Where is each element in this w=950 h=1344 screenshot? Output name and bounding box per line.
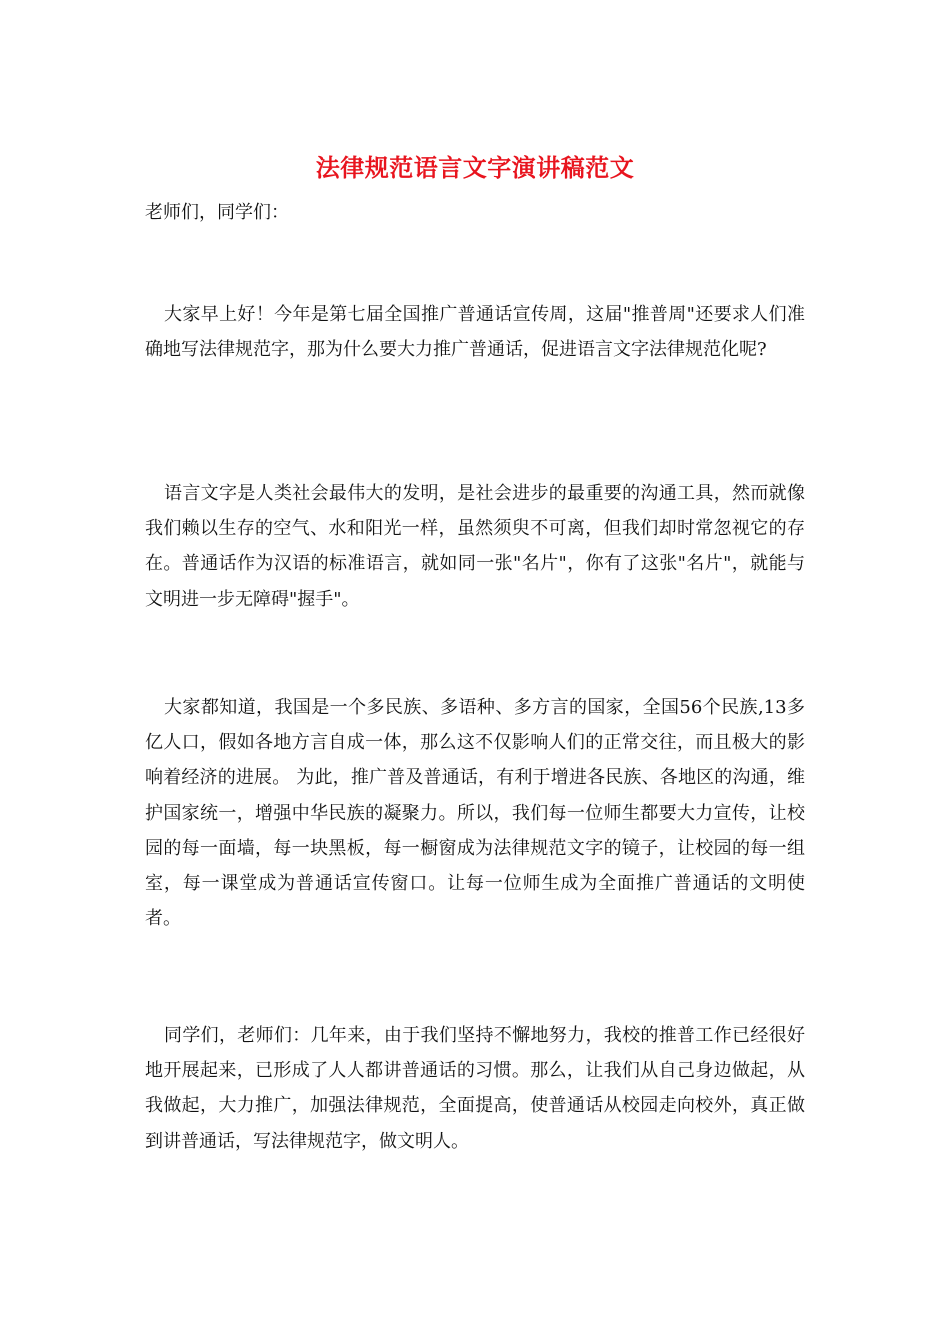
paragraph-4: 同学们，老师们：几年来，由于我们坚持不懈地努力，我校的推普工作已经很好地开展起来，已形成了人人都讲普通话的习惯。那么，让我们从自己身边做起，从我做起，大力推广，加强法律规范，全面提高，使普通话从校园走向校外，真正做到讲普通话，写法律规范字，做文明人。	[145, 1025, 805, 1152]
paragraph-2: 语言文字是人类社会最伟大的发明，是社会进步的最重要的沟通工具，然而就像我们赖以生存的空气、水和阳光一样，虽然须臾不可离，但我们却时常忽视它的存在。普通话作为汉语的标准语言，就如同一张"名片"，你有了这张"名片"，就能与文明进一步无障碍"握手"。	[145, 483, 805, 610]
paragraph-3: 大家都知道，我国是一个多民族、多语种、多方言的国家，全国56个民族,13多亿人口，假如各地方言自成一体，那么这不仅影响人们的正常交往，而且极大的影响着经济的进展。 为此，推广普及普通话，有利于增进各民族、各地区的沟通，维护国家统一，增强中华民族的凝聚力。所以，我们每一位师生都要大力宣传，让校园的每一面墙，每一块黑板，每一橱窗成为法律规范文字的镜子，让校园的每一组室，每一课堂成为普通话宣传窗口。让每一位师生成为全面推广普通话的文明使者。	[145, 697, 805, 930]
document-title: 法律规范语言文字演讲稿范文	[315, 153, 635, 182]
salutation: 老师们，同学们：	[145, 202, 289, 223]
paragraph-1: 大家早上好！今年是第七届全国推广普通话宣传周，这届"推普周"还要求人们准确地写法律规范字，那为什么要大力推广普通话，促进语言文字法律规范化呢?	[145, 304, 805, 361]
